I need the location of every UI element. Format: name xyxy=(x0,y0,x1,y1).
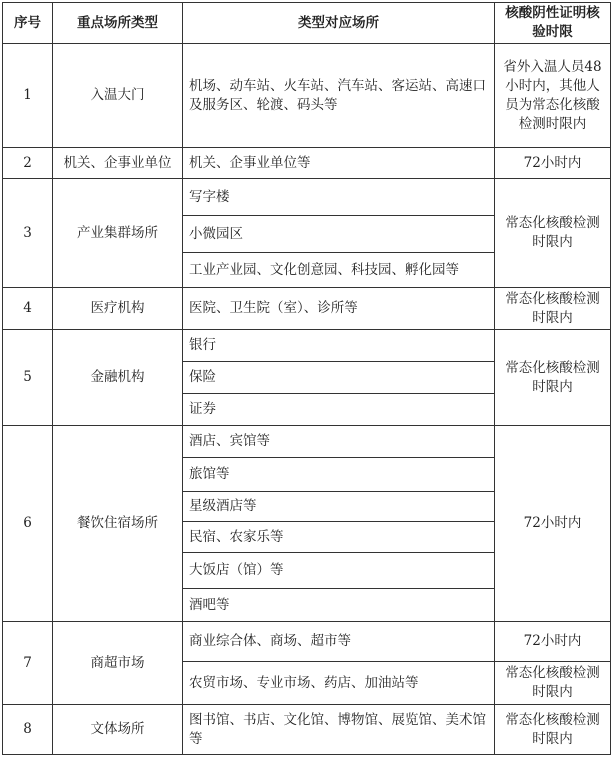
venue-item: 农贸市场、专业市场、药店、加油站等 xyxy=(183,662,495,705)
row-number: 7 xyxy=(3,622,53,705)
venue-item: 图书馆、书店、文化馆、博物馆、展览馆、美术馆等 xyxy=(183,705,495,755)
time-limit: 常态化核酸检测时限内 xyxy=(495,662,611,705)
venue-category: 餐饮住宿场所 xyxy=(53,426,183,622)
time-limit: 72小时内 xyxy=(495,622,611,662)
venue-category: 金融机构 xyxy=(53,330,183,426)
row-number: 3 xyxy=(3,179,53,288)
table-row xyxy=(3,426,611,458)
venue-category: 机关、企事业单位 xyxy=(53,148,183,179)
venue-item: 民宿、农家乐等 xyxy=(183,522,495,553)
venue-item: 医院、卫生院（室）、诊所等 xyxy=(183,288,495,330)
row-number: 6 xyxy=(3,426,53,622)
table-row xyxy=(3,705,611,755)
venue-category: 产业集群场所 xyxy=(53,179,183,288)
table-row xyxy=(3,179,611,216)
time-limit: 常态化核酸检测时限内 xyxy=(495,288,611,330)
time-limit: 常态化核酸检测时限内 xyxy=(495,705,611,755)
venue-category: 商超市场 xyxy=(53,622,183,705)
row-number: 5 xyxy=(3,330,53,426)
venue-item: 星级酒店等 xyxy=(183,492,495,522)
venue-item: 保险 xyxy=(183,362,495,394)
header-verification-time-limit: 核酸阴性证明核验时限 xyxy=(495,3,611,44)
header-serial-number: 序号 xyxy=(3,3,53,44)
venue-item: 旅馆等 xyxy=(183,458,495,492)
table-row xyxy=(3,288,611,330)
venue-item: 小微园区 xyxy=(183,216,495,253)
table-row xyxy=(3,148,611,179)
venue-item: 银行 xyxy=(183,330,495,362)
venue-item: 大饭店（馆）等 xyxy=(183,553,495,589)
row-number: 1 xyxy=(3,44,53,148)
venue-item: 酒店、宾馆等 xyxy=(183,426,495,458)
table-row xyxy=(3,622,611,662)
row-number: 2 xyxy=(3,148,53,179)
header-venue-category: 重点场所类型 xyxy=(53,3,183,44)
time-limit: 省外入温人员48小时内，其他人员为常态化核酸检测时限内 xyxy=(495,44,611,148)
venue-item: 酒吧等 xyxy=(183,589,495,622)
venue-item: 证券 xyxy=(183,394,495,426)
row-number: 8 xyxy=(3,705,53,755)
table-row xyxy=(3,330,611,362)
time-limit: 常态化核酸检测时限内 xyxy=(495,179,611,288)
table-header-row xyxy=(3,3,611,44)
venue-category: 文体场所 xyxy=(53,705,183,755)
venue-category: 入温大门 xyxy=(53,44,183,148)
header-corresponding-venues: 类型对应场所 xyxy=(183,3,495,44)
venue-item: 写字楼 xyxy=(183,179,495,216)
venue-item: 机场、动车站、火车站、汽车站、客运站、高速口及服务区、轮渡、码头等 xyxy=(183,44,495,148)
venue-item: 机关、企事业单位等 xyxy=(183,148,495,179)
time-limit: 72小时内 xyxy=(495,148,611,179)
time-limit: 72小时内 xyxy=(495,426,611,622)
time-limit: 常态化核酸检测时限内 xyxy=(495,330,611,426)
venue-item: 工业产业园、文化创意园、科技园、孵化园等 xyxy=(183,253,495,288)
table-row xyxy=(3,44,611,148)
venue-category: 医疗机构 xyxy=(53,288,183,330)
venue-item: 商业综合体、商场、超市等 xyxy=(183,622,495,662)
venue-verification-table xyxy=(2,2,611,755)
row-number: 4 xyxy=(3,288,53,330)
